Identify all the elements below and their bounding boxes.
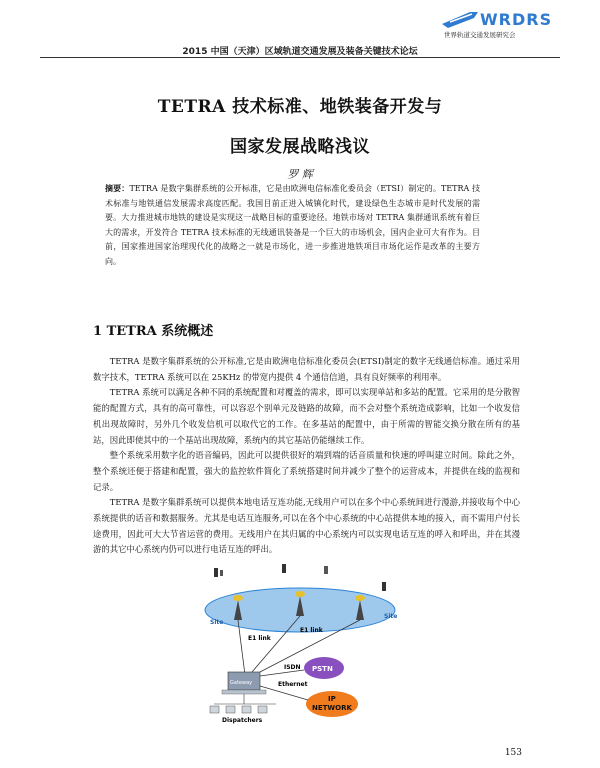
site-label-right: Site — [384, 613, 398, 620]
header-divider — [40, 57, 560, 58]
e1-link-label: E1 link — [300, 627, 323, 634]
running-head: 2015 中国（天津）区域轨道交通发展及装备关键技术论坛 — [182, 47, 418, 57]
ip-network-label-line2: NETWORK — [312, 704, 352, 712]
gateway-label: Gateway — [230, 680, 253, 686]
abstract — [105, 182, 480, 269]
paper-title-line-1: TETRA 技术标准、地铁装备开发与 — [157, 97, 443, 117]
section-heading: 1 TETRA 系统概述 — [93, 324, 214, 339]
ethernet-label: Ethernet — [278, 681, 308, 688]
dispatchers-label: Dispatchers — [222, 717, 263, 724]
radio-terminal-icon — [282, 564, 328, 574]
paragraph: TETRA 是数字集群系统可以提供本地电话互连功能,无线用户可以在多个中心系统间进行漫游,并接收每个中心系统提供的话音和数据服务。尤其是电话互连服务,可以在各个中心系统的中心站提供本地的接入，而不需用户付长途费用，因此可大大节省运营的费用。无线用户在其归属的中心系统内可以实现电话互连的呼入和呼出，并在其漫游的其它中心系统内仍可以进行电话互连的呼出。 — [93, 497, 520, 555]
dispatcher-pc-icon — [242, 706, 251, 713]
switch-box — [222, 690, 266, 694]
e1-link-label: E1 link — [248, 635, 271, 642]
logo-text: WRDRS — [480, 10, 553, 29]
dispatcher-pc-icon — [210, 706, 219, 713]
pstn-label: PSTN — [312, 665, 333, 673]
tetra-network-diagram — [200, 560, 410, 725]
author: 罗 辉 — [287, 168, 313, 181]
ip-network-label-line1: IP — [328, 695, 336, 703]
dispatcher-pc-icon — [258, 706, 267, 713]
train-logo-icon — [440, 8, 480, 30]
wrdrs-logo — [440, 8, 560, 48]
dispatcher-pc-icon — [226, 706, 235, 713]
site-label-left: Site — [210, 619, 224, 626]
abstract-text: TETRA 是数字集群系统的公开标准，它是由欧洲电信标准化委员会（ETSI）制定的。TETRA 技术标准与地铁通信发展需求高度匹配。我国目前正进入城镇化时代，建设绿色生态城市是时代发展的需要。大力推进城市地铁的建设是实现这一战略目标的重要途径。地铁市场对 TETRA 集群通讯系统有着巨大的需求，开发符合 TETRA 技术标准的无线通讯装备是一个巨大的市场机会，国内企业可大有作为。目前，国家推进国家治理现代化的战略之一就是市场化，进一步推进地铁项目市场化运作是改革的主要方向。 — [105, 184, 480, 266]
logo-subtitle: 世界轨道交通发展研究会 — [444, 31, 516, 39]
radio-terminal-icon — [382, 582, 386, 591]
abstract-label: 摘要： — [105, 184, 130, 193]
page-number: 153 — [504, 748, 522, 758]
paragraph: 整个系统采用数字化的语音编码，因此可以提供很好的端到端的话音质量和快速的呼叫建立时间。除此之外，整个系统还便于搭建和配置，强大的监控软件简化了系统搭建时间并减少了整个的运营成本，并提供在线的监视和记录。 — [93, 450, 520, 492]
paragraph: TETRA 是数字集群系统的公开标准,它是由欧洲电信标准化委员会(ETSI)制定的数字无线通信标准。通过采用数字技术，TETRA 系统可以在 25KHz 的带宽内提供 4 个通信信道，具有良好频率的利用率。 — [93, 356, 520, 382]
radio-terminal-icon — [214, 568, 223, 577]
paragraph: TETRA 系统可以满足各种不同的系统配置和对覆盖的需求，即可以实现单站和多站的配置。它采用的是分散智能的配置方式，具有的高可靠性，可以容忍个别单元及链路的故障，而不会对整个系统造成影响，比如一个收发信机出现故障时，另外几个收发信机可以取代它的工作。在多基站的配置中，由于所需的智能交换分散在所有的基站，因此即使其中的一个基站出现故障，系统内的其它基站仍能继续工作。 — [93, 387, 520, 445]
paper-title-line-2: 国家发展战略浅议 — [230, 137, 370, 157]
isdn-label: ISDN — [284, 664, 301, 671]
body-text — [93, 354, 520, 558]
